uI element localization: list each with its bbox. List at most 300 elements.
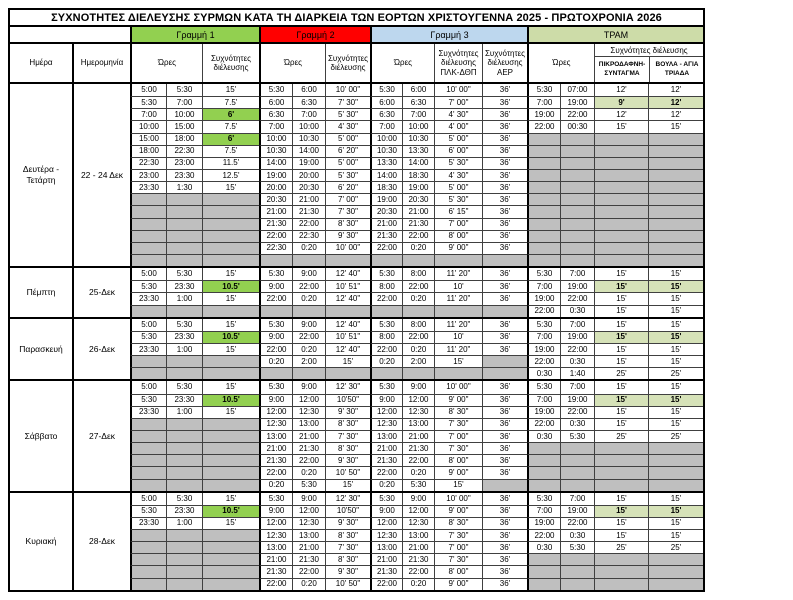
frequency-value: 8' 00" [434, 565, 482, 577]
time-from: 5:30 [527, 319, 560, 331]
frequency-value: 9' 30" [325, 230, 370, 242]
frequency-value: 8' 30" [325, 529, 370, 541]
empty-cell [325, 305, 370, 317]
group-header-line2: Γραμμή 2 [259, 27, 370, 42]
empty-cell [527, 578, 560, 590]
time-from: 19:00 [527, 108, 560, 120]
frequency-value: 10'50" [325, 394, 370, 406]
empty-cell [648, 230, 703, 242]
time-to: 12:30 [402, 517, 434, 529]
time-from: 23:00 [130, 169, 166, 181]
frequency-value-2: 25' [648, 430, 703, 442]
frequency-value: 7' 30" [325, 430, 370, 442]
time-from: 21:00 [370, 553, 402, 565]
empty-cell [648, 553, 703, 565]
empty-cell [166, 418, 202, 430]
time-to: 5:30 [166, 84, 202, 96]
frequency-value: 6' 20" [325, 181, 370, 193]
empty-cell [130, 355, 166, 367]
day-column-header: Ημέρα [29, 58, 53, 68]
time-to: 13:30 [402, 145, 434, 157]
time-from: 6:00 [259, 96, 292, 108]
empty-cell [130, 529, 166, 541]
empty-cell [202, 355, 259, 367]
time-from: 21:00 [259, 442, 292, 454]
frequency-value-2: 36' [482, 145, 527, 157]
time-to: 14:00 [402, 157, 434, 169]
time-from: 5:30 [259, 268, 292, 280]
time-to: 21:30 [402, 442, 434, 454]
time-to: 9:00 [402, 381, 434, 393]
empty-cell [648, 466, 703, 478]
time-to: 5:30 [402, 479, 434, 491]
frequency-value: 15' [594, 268, 648, 280]
frequency-value: 9' 30" [325, 406, 370, 418]
time-to: 19:00 [560, 505, 594, 517]
time-to: 9:00 [292, 493, 325, 505]
time-from: 21:00 [259, 553, 292, 565]
frequency-value: 15' [594, 394, 648, 406]
date-label: 22 - 24 Δεκ [72, 84, 130, 266]
frequency-value: 10' 00" [325, 84, 370, 96]
empty-cell [130, 565, 166, 577]
empty-cell [527, 466, 560, 478]
time-from: 22:00 [259, 466, 292, 478]
empty-cell [166, 578, 202, 590]
frequency-value-2: 12' [648, 96, 703, 108]
empty-cell [202, 442, 259, 454]
time-from: 13:00 [370, 541, 402, 553]
frequency-value-2: 36' [482, 319, 527, 331]
frequency-value-2: 15' [648, 381, 703, 393]
empty-cell [130, 305, 166, 317]
time-to: 19:00 [402, 181, 434, 193]
time-from: 22:30 [259, 242, 292, 254]
empty-cell [560, 242, 594, 254]
time-to: 22:00 [402, 230, 434, 242]
timetable-body [10, 84, 703, 590]
empty-cell [202, 430, 259, 442]
time-to: 10:00 [292, 120, 325, 132]
empty-cell [560, 466, 594, 478]
time-to: 22:00 [560, 343, 594, 355]
empty-cell [527, 181, 560, 193]
time-to: 6:00 [292, 84, 325, 96]
frequency-value: 8' 30" [434, 406, 482, 418]
time-from: 22:00 [370, 242, 402, 254]
frequency-value: 4' 30" [325, 120, 370, 132]
time-from: 18:30 [370, 181, 402, 193]
empty-cell [130, 218, 166, 230]
tram-hours-header: Ώρες [527, 44, 594, 82]
time-from: 21:30 [259, 454, 292, 466]
empty-cell [594, 218, 648, 230]
time-from: 0:20 [370, 355, 402, 367]
time-from: 6:00 [370, 96, 402, 108]
time-from: 19:00 [527, 292, 560, 304]
empty-cell [166, 193, 202, 205]
frequency-value-2: 36' [482, 268, 527, 280]
time-to: 22:00 [292, 331, 325, 343]
time-to: 18:30 [402, 169, 434, 181]
empty-cell [325, 367, 370, 379]
frequency-value: 15' [325, 355, 370, 367]
frequency-value-2: 36' [482, 205, 527, 217]
empty-cell [527, 133, 560, 145]
time-to: 7:00 [560, 268, 594, 280]
time-to: 15:00 [166, 120, 202, 132]
empty-cell [292, 254, 325, 266]
time-from: 22:00 [527, 120, 560, 132]
frequency-value: 12.5' [202, 169, 259, 181]
time-to: 7:00 [166, 96, 202, 108]
empty-cell [202, 479, 259, 491]
tram-frequency-header-group [594, 44, 703, 82]
time-to: 0:20 [292, 343, 325, 355]
date-label: 25-Δεκ [72, 268, 130, 317]
empty-cell [648, 169, 703, 181]
empty-cell [560, 181, 594, 193]
time-from: 9:00 [259, 394, 292, 406]
frequency-value-2: 36' [482, 242, 527, 254]
frequency-value: 7.5' [202, 145, 259, 157]
frequency-value-2: 36' [482, 541, 527, 553]
time-from: 20:30 [259, 193, 292, 205]
frequency-value-2: 36' [482, 454, 527, 466]
empty-cell [370, 254, 402, 266]
time-to: 22:00 [560, 406, 594, 418]
frequency-value: 10'50" [325, 505, 370, 517]
empty-cell [202, 565, 259, 577]
time-to: 7:00 [560, 319, 594, 331]
time-from: 21:30 [370, 565, 402, 577]
empty-cell [202, 230, 259, 242]
frequency-value-2: 36' [482, 280, 527, 292]
frequency-value: 7' 00" [434, 541, 482, 553]
frequency-value: 12' 40" [325, 319, 370, 331]
time-to: 21:30 [292, 553, 325, 565]
frequency-value-2: 15' [648, 331, 703, 343]
frequency-value: 12' [594, 84, 648, 96]
day-label: Κυριακή [25, 535, 57, 546]
frequency-value: 9' 00" [434, 578, 482, 590]
time-from: 0:30 [527, 430, 560, 442]
empty-cell [202, 553, 259, 565]
frequency-value: 12' 40" [325, 343, 370, 355]
frequency-value: 5' 00" [325, 133, 370, 145]
time-from: 8:00 [370, 331, 402, 343]
empty-cell [166, 553, 202, 565]
time-from: 23:30 [130, 517, 166, 529]
time-to: 7:00 [560, 381, 594, 393]
time-from: 20:00 [259, 181, 292, 193]
empty-cell [560, 454, 594, 466]
empty-cell [402, 367, 434, 379]
frequency-value-2: 36' [482, 578, 527, 590]
frequency-value: 9' 00" [434, 242, 482, 254]
frequency-value: 7' 00" [434, 218, 482, 230]
empty-cell [648, 254, 703, 266]
time-to: 12:00 [292, 394, 325, 406]
frequency-value: 15' [202, 181, 259, 193]
empty-cell [202, 305, 259, 317]
day-block-2 [10, 268, 703, 319]
time-from: 21:30 [259, 218, 292, 230]
frequency-value-2: 36' [482, 565, 527, 577]
time-from: 12:00 [370, 517, 402, 529]
time-from: 7:00 [259, 120, 292, 132]
time-from: 10:00 [130, 120, 166, 132]
group-header-blank [10, 27, 130, 42]
frequency-value: 5' 00" [325, 157, 370, 169]
time-from: 5:30 [527, 381, 560, 393]
empty-cell [594, 157, 648, 169]
frequency-value: 11' 20" [434, 292, 482, 304]
time-from: 15:00 [130, 133, 166, 145]
frequency-value-2: 15' [648, 280, 703, 292]
frequency-value: 11' 20" [434, 319, 482, 331]
time-to: 5:30 [292, 479, 325, 491]
frequency-value: 25' [594, 430, 648, 442]
frequency-value: 15' [594, 517, 648, 529]
empty-cell [527, 218, 560, 230]
time-to: 21:30 [402, 553, 434, 565]
frequency-value-2: 36' [482, 418, 527, 430]
empty-cell [527, 553, 560, 565]
frequency-value-2: 36' [482, 394, 527, 406]
time-to: 0:30 [560, 529, 594, 541]
empty-cell [594, 133, 648, 145]
frequency-value: 15' [434, 479, 482, 491]
time-from: 7:00 [527, 96, 560, 108]
frequency-value: 8' 00" [434, 230, 482, 242]
frequency-value-2: 12' [648, 84, 703, 96]
group-header-line3: Γραμμή 3 [370, 27, 527, 42]
time-from: 0:20 [259, 355, 292, 367]
frequency-value: 9' 00" [434, 466, 482, 478]
empty-cell [527, 242, 560, 254]
empty-cell [166, 430, 202, 442]
time-from: 6:30 [259, 108, 292, 120]
empty-cell [560, 553, 594, 565]
time-from: 5:30 [370, 84, 402, 96]
group-header-line1: Γραμμή 1 [130, 27, 259, 42]
empty-cell [402, 305, 434, 317]
time-to: 2:00 [292, 355, 325, 367]
frequency-value: 7' 00" [434, 96, 482, 108]
time-to: 19:00 [292, 157, 325, 169]
empty-cell [202, 454, 259, 466]
time-from: 22:00 [370, 578, 402, 590]
empty-cell [292, 367, 325, 379]
frequency-value-2: 15' [648, 517, 703, 529]
time-from: 10:00 [259, 133, 292, 145]
time-from: 0:20 [259, 479, 292, 491]
frequency-value: 10' [434, 331, 482, 343]
time-from: 5:30 [259, 493, 292, 505]
time-to: 13:00 [292, 418, 325, 430]
empty-cell [594, 242, 648, 254]
empty-cell [527, 193, 560, 205]
time-from: 21:30 [259, 565, 292, 577]
time-from: 22:00 [527, 355, 560, 367]
frequency-value: 25' [594, 367, 648, 379]
time-from: 5:30 [527, 84, 560, 96]
time-from: 12:30 [370, 418, 402, 430]
empty-cell [202, 242, 259, 254]
frequency-value-2: 36' [482, 169, 527, 181]
frequency-value-2: 36' [482, 343, 527, 355]
time-from: 7:00 [527, 280, 560, 292]
empty-cell [166, 367, 202, 379]
frequency-value-2: 15' [648, 529, 703, 541]
time-to: 22:00 [402, 331, 434, 343]
time-from: 0:20 [370, 479, 402, 491]
time-from: 5:30 [130, 96, 166, 108]
time-to: 1:00 [166, 517, 202, 529]
empty-cell [648, 565, 703, 577]
time-from: 5:00 [130, 493, 166, 505]
empty-cell [560, 442, 594, 454]
empty-cell [560, 169, 594, 181]
frequency-value: 15' [594, 381, 648, 393]
empty-cell [560, 254, 594, 266]
day-label: Πέμπτη [26, 287, 56, 298]
day-block-4 [10, 381, 703, 492]
frequency-value-2: 15' [648, 394, 703, 406]
frequency-value: 15' [594, 493, 648, 505]
frequency-value-2: 36' [482, 292, 527, 304]
empty-cell [166, 205, 202, 217]
time-to: 8:00 [402, 319, 434, 331]
frequency-value-2: 36' [482, 84, 527, 96]
time-to: 1:30 [166, 181, 202, 193]
empty-cell [527, 565, 560, 577]
time-to: 23:30 [166, 505, 202, 517]
date-label: 28-Δεκ [72, 493, 130, 590]
empty-cell [527, 230, 560, 242]
time-from: 22:00 [259, 343, 292, 355]
empty-cell [434, 305, 482, 317]
empty-cell [560, 157, 594, 169]
frequency-value-2: 15' [648, 406, 703, 418]
frequency-value: 15' [594, 355, 648, 367]
time-to: 19:00 [560, 280, 594, 292]
frequency-value: 12' 40" [325, 268, 370, 280]
frequency-value-2: 36' [482, 505, 527, 517]
time-to: 1:40 [560, 367, 594, 379]
empty-cell [166, 218, 202, 230]
day-label: Παρασκευή [19, 343, 63, 354]
time-to: 10:30 [292, 133, 325, 145]
time-from: 22:00 [527, 418, 560, 430]
time-from: 23:30 [130, 292, 166, 304]
empty-cell [527, 442, 560, 454]
frequency-value: 15' [202, 319, 259, 331]
time-to: 0:20 [402, 578, 434, 590]
date-label: 27-Δεκ [72, 381, 130, 490]
empty-cell [202, 367, 259, 379]
frequency-value-2: 36' [482, 442, 527, 454]
frequency-value-2: 36' [482, 193, 527, 205]
time-to: 0:20 [292, 242, 325, 254]
day-block-1 [10, 84, 703, 268]
empty-cell [648, 145, 703, 157]
empty-cell [648, 578, 703, 590]
empty-cell [130, 466, 166, 478]
empty-cell [166, 454, 202, 466]
time-to: 9:00 [292, 319, 325, 331]
time-to: 9:00 [292, 268, 325, 280]
empty-cell [259, 367, 292, 379]
empty-cell [166, 305, 202, 317]
time-from: 22:30 [130, 157, 166, 169]
empty-cell [130, 205, 166, 217]
time-from: 5:00 [130, 268, 166, 280]
time-from: 9:00 [370, 505, 402, 517]
frequency-value: 10' 50" [325, 578, 370, 590]
empty-cell [130, 254, 166, 266]
frequency-value: 10' 00" [434, 381, 482, 393]
empty-cell [166, 479, 202, 491]
time-to: 22:00 [292, 280, 325, 292]
time-to: 9:00 [292, 381, 325, 393]
day-block-3 [10, 319, 703, 382]
empty-cell [594, 193, 648, 205]
empty-cell [594, 205, 648, 217]
time-from: 19:00 [527, 406, 560, 418]
time-to: 12:00 [402, 505, 434, 517]
time-to: 21:00 [292, 430, 325, 442]
time-to: 07:00 [560, 84, 594, 96]
line1-hours-header: Ώρες [130, 44, 202, 82]
line3-frequency-plk-header: Συχνότητες διέλευσης ΠΛΚ-ΔΘΠ [434, 44, 482, 82]
empty-cell [202, 541, 259, 553]
frequency-value-2: 36' [482, 381, 527, 393]
frequency-value-2: 15' [648, 305, 703, 317]
empty-cell [402, 254, 434, 266]
day-label: Σάββατο [24, 430, 58, 441]
frequency-value-2: 25' [648, 541, 703, 553]
time-from: 21:30 [370, 230, 402, 242]
time-to: 5:30 [560, 430, 594, 442]
time-to: 5:30 [560, 541, 594, 553]
frequency-value: 12' [594, 108, 648, 120]
empty-cell [594, 578, 648, 590]
empty-cell [130, 430, 166, 442]
empty-cell [292, 305, 325, 317]
line2-hours-header: Ώρες [259, 44, 325, 82]
empty-cell [166, 529, 202, 541]
frequency-value: 15' [434, 355, 482, 367]
time-from: 5:00 [130, 84, 166, 96]
time-from: 5:00 [130, 319, 166, 331]
frequency-value: 6' [202, 133, 259, 145]
time-to: 23:00 [166, 157, 202, 169]
frequency-value: 4' 30" [434, 108, 482, 120]
frequency-value: 12' 40" [325, 292, 370, 304]
time-to: 22:00 [292, 218, 325, 230]
time-from: 12:30 [259, 529, 292, 541]
frequency-value: 5' 30" [325, 169, 370, 181]
frequency-value: 15' [202, 292, 259, 304]
time-from: 5:30 [130, 280, 166, 292]
time-from: 0:30 [527, 541, 560, 553]
frequency-value-2: 36' [482, 108, 527, 120]
frequency-value-2: 36' [482, 133, 527, 145]
day-label: Δευτέρα - Τετάρτη [22, 164, 60, 186]
time-from: 7:00 [527, 331, 560, 343]
